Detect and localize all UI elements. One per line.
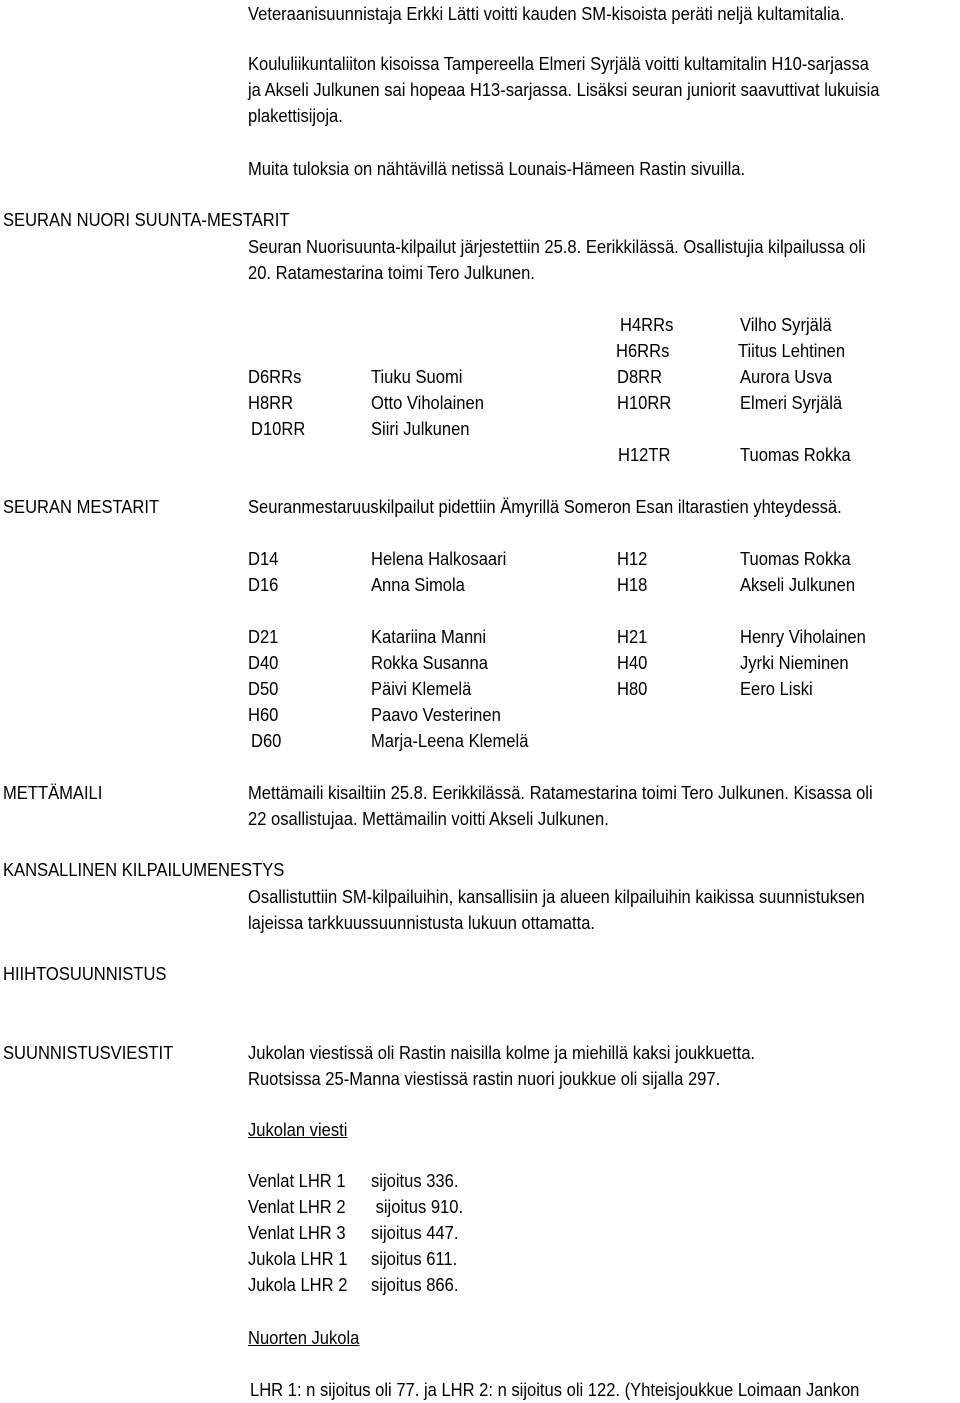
mestarit-text: Seuranmestaruuskilpailut pidettiin Ämyrillä Someron Esan iltarastien yhteydessä. — [248, 497, 842, 517]
intro-line-5: Muita tuloksia on nähtävillä netissä Lounais-Hämeen Rastin sivuilla. — [248, 159, 746, 179]
mestarit-winner: Eero Liski — [740, 679, 813, 699]
jukola-team: Venlat LHR 2 — [248, 1197, 346, 1217]
mestarit-winner: Katariina Manni — [371, 627, 487, 647]
nuori-winner: Tiuku Suomi — [371, 367, 463, 387]
jukola-team: Jukola LHR 2 — [248, 1275, 348, 1295]
section-heading-kansallinen: KANSALLINEN KILPAILUMENESTYS — [3, 860, 285, 880]
mestarit-class: H12 — [617, 549, 648, 569]
nuori-class: H6RRs — [616, 341, 670, 361]
section-heading-nuori: SEURAN NUORI SUUNTA-MESTARIT — [3, 210, 290, 230]
mestarit-class: H80 — [617, 679, 648, 699]
jukola-heading: Jukolan viesti — [248, 1120, 348, 1140]
jukola-team: Venlat LHR 3 — [248, 1223, 346, 1243]
mestarit-class: D16 — [248, 575, 279, 595]
nuori-winner: Aurora Usva — [740, 367, 833, 387]
nuori-winner: Tuomas Rokka — [740, 445, 851, 465]
nuori-class: H8RR — [248, 393, 294, 413]
nuori-text-2: 20. Ratamestarina toimi Tero Julkunen. — [248, 263, 535, 283]
nuori-class: H10RR — [617, 393, 672, 413]
section-heading-viestit: SUUNNISTUSVIESTIT — [3, 1043, 174, 1063]
mestarit-class: H40 — [617, 653, 648, 673]
mettamaili-text-1: Mettämaili kisailtiin 25.8. Eerikkilässä. Ratamestarina toimi Tero Julkunen. Kisassa oli — [248, 783, 873, 803]
nuori-class: D6RRs — [248, 367, 302, 387]
nuori-winner: Elmeri Syrjälä — [740, 393, 843, 413]
kansallinen-text-1: Osallistuttiin SM-kilpailuihin, kansallisiin ja alueen kilpailuihin kaikissa suunnistuksen — [248, 887, 865, 907]
mestarit-winner: Akseli Julkunen — [740, 575, 856, 595]
mestarit-class: H18 — [617, 575, 648, 595]
mestarit-class: D14 — [248, 549, 279, 569]
intro-line-3: ja Akseli Julkunen sai hopeaa H13-sarjassa. Lisäksi seuran juniorit saavuttivat lukuisia — [248, 80, 880, 100]
viestit-text-1: Jukolan viestissä oli Rastin naisilla kolme ja miehillä kaksi joukkuetta. — [248, 1043, 756, 1063]
mestarit-winner: Rokka Susanna — [371, 653, 488, 673]
mestarit-winner: Päivi Klemelä — [371, 679, 472, 699]
nuori-class: D8RR — [617, 367, 663, 387]
nuori-class: H12TR — [618, 445, 671, 465]
mestarit-winner: Tuomas Rokka — [740, 549, 851, 569]
jukola-result: sijoitus 866. — [371, 1275, 459, 1295]
jukola-result: sijoitus 336. — [371, 1171, 459, 1191]
mestarit-class: D21 — [248, 627, 279, 647]
section-heading-mestarit: SEURAN MESTARIT — [3, 497, 160, 517]
section-heading-mettamaili: METTÄMAILI — [3, 783, 103, 803]
nuori-class: H4RRs — [620, 315, 674, 335]
mestarit-winner: Henry Viholainen — [740, 627, 866, 647]
intro-line-2: Koululiikuntaliiton kisoissa Tampereella Elmeri Syrjälä voitti kultamitalin H10-sarjassa — [248, 54, 869, 74]
nuori-text-1: Seuran Nuorisuunta-kilpailut järjestettiin 25.8. Eerikkilässä. Osallistujia kilpailussa oli — [248, 237, 866, 257]
jukola-result: sijoitus 910. — [371, 1197, 464, 1217]
jukola-team: Venlat LHR 1 — [248, 1171, 346, 1191]
nuori-winner: Siiri Julkunen — [371, 419, 470, 439]
intro-line-1: Veteraanisuunnistaja Erkki Lätti voitti kauden SM-kisoista peräti neljä kultamitalia. — [248, 4, 845, 24]
mestarit-class: D40 — [248, 653, 279, 673]
intro-line-4: plakettisijoja. — [248, 106, 343, 126]
nuori-winner: Otto Viholainen — [371, 393, 484, 413]
nuorten-jukola-heading: Nuorten Jukola — [248, 1328, 360, 1348]
mettamaili-text-2: 22 osallistujaa. Mettämailin voitti Akseli Julkunen. — [248, 809, 609, 829]
mestarit-class: D60 — [251, 731, 282, 751]
nuorten-jukola-text: LHR 1: n sijoitus oli 77. ja LHR 2: n sijoitus oli 122. (Yhteisjoukkue Loimaan Jankon — [250, 1380, 860, 1400]
jukola-team: Jukola LHR 1 — [248, 1249, 348, 1269]
jukola-result: sijoitus 611. — [371, 1249, 458, 1269]
mestarit-winner: Anna Simola — [371, 575, 465, 595]
nuori-winner: Tiitus Lehtinen — [738, 341, 846, 361]
mestarit-winner: Marja-Leena Klemelä — [371, 731, 529, 751]
mestarit-winner: Jyrki Nieminen — [740, 653, 849, 673]
mestarit-winner: Helena Halkosaari — [371, 549, 507, 569]
section-heading-hiihto: HIIHTOSUUNNISTUS — [3, 964, 167, 984]
nuori-class: D10RR — [251, 419, 306, 439]
mestarit-winner: Paavo Vesterinen — [371, 705, 501, 725]
mestarit-class: H21 — [617, 627, 648, 647]
mestarit-class: D50 — [248, 679, 279, 699]
viestit-text-2: Ruotsissa 25-Manna viestissä rastin nuori joukkue oli sijalla 297. — [248, 1069, 721, 1089]
kansallinen-text-2: lajeissa tarkkuussuunnistusta lukuun ottamatta. — [248, 913, 596, 933]
mestarit-class: H60 — [248, 705, 279, 725]
nuori-winner: Vilho Syrjälä — [740, 315, 832, 335]
jukola-result: sijoitus 447. — [371, 1223, 459, 1243]
